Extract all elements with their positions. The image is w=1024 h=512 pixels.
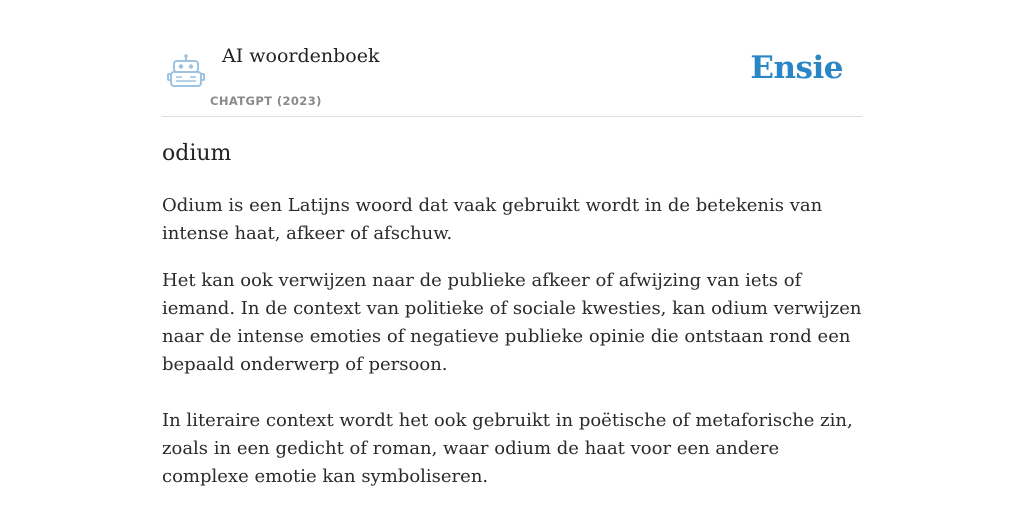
definition-paragraph: In literaire context wordt het ook gebruikt in poëtische of metaforische zin, zoals in een gedicht of roman, waar odium de haat voor een andere complexe emotie kan symboliseren. bbox=[162, 410, 853, 487]
entry-content bbox=[162, 138, 862, 491]
ensie-logo[interactable]: Ensie bbox=[750, 50, 843, 86]
definition-paragraph: Odium is een Latijns woord dat vaak gebruikt wordt in de betekenis van intense haat, afkeer of afschuw. bbox=[162, 195, 823, 244]
source-subtitle: CHATGPT (2023) bbox=[210, 94, 322, 108]
source-title: AI woordenboek bbox=[222, 45, 380, 67]
robot-icon bbox=[167, 54, 205, 88]
entry-term: odium bbox=[162, 141, 232, 166]
definition-paragraph: Het kan ook verwijzen naar de publieke afkeer of afwijzing van iets of iemand. In de context van politieke of sociale kwesties, kan odium verwijzen naar de intense emoties of negatieve publieke opinie die ontstaan rond een bepaald onderwerp of persoon. bbox=[162, 270, 862, 375]
source-header bbox=[162, 0, 862, 117]
